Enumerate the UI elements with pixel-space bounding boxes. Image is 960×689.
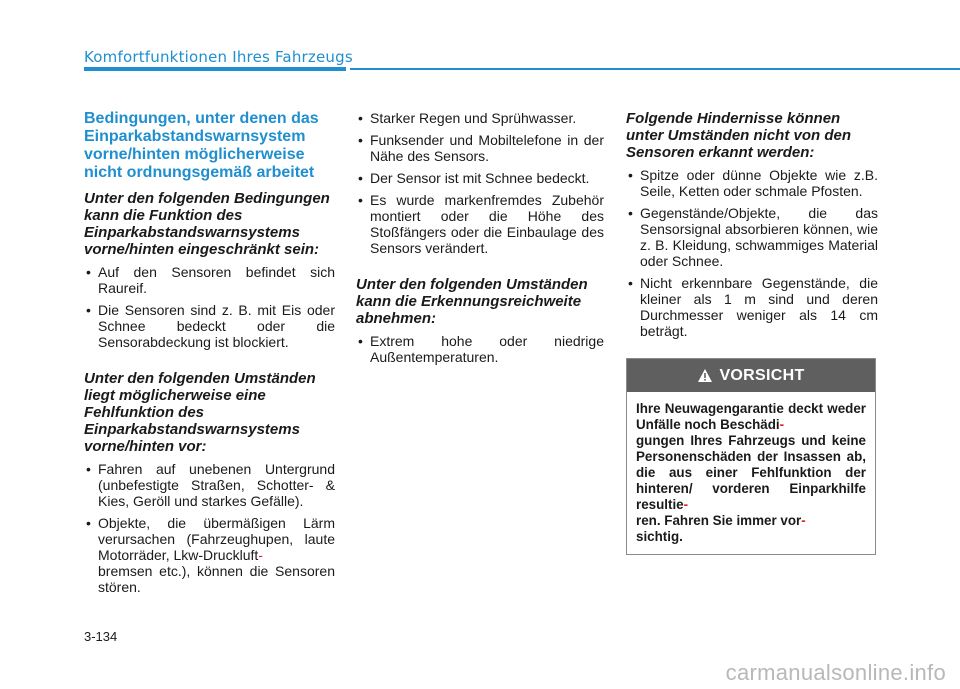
- list-item: • Funksender und Mobiltelefone in der Nähe des Sensors.: [356, 132, 604, 164]
- list-item: • Spitze oder dünne Objekte wie z.B. Seile, Ketten oder schmale Pfosten.: [626, 167, 878, 199]
- sub-heading-restricted: Unter den folgenden Bedingungen kann die Funktion des Einparkabstandswarnsystems vorne/hinten eingeschränkt sein:: [84, 190, 330, 258]
- caution-box: [626, 358, 876, 555]
- list-malfunction: [84, 461, 335, 595]
- sub-heading-malfunction: Unter den folgenden Umständen liegt möglicherweise eine Fehlfunktion des Einparkabstandswarnsystems vorne/hinten vor:: [84, 370, 316, 455]
- list-item: • Die Sensoren sind z. B. mit Eis oder Schnee bedeckt oder die Sensorabdeckung ist blockiert.: [84, 302, 335, 350]
- caution-title: VORSICHT: [719, 366, 805, 384]
- page-number: 3-134: [84, 629, 118, 644]
- watermark: carmanualsonline.info: [725, 660, 946, 685]
- list-item: • Der Sensor ist mit Schnee bedeckt.: [356, 170, 604, 186]
- header-bar-accent: [84, 67, 346, 71]
- column-left: [84, 110, 335, 601]
- sub-heading-range: Unter den folgenden Umständen kann die Erkennungsreichweite abnehmen:: [356, 276, 588, 327]
- caution-text-part: sichtig.: [636, 529, 683, 544]
- list-item: • Starker Regen und Sprühwasser.: [356, 110, 604, 126]
- header-bar-line: [350, 68, 960, 70]
- hyphen-mark: -: [779, 417, 785, 432]
- list-interference: [356, 110, 604, 256]
- list-item: • Nicht erkennbare Gegenstände, die kleiner als 1 m sind und deren Durchmesser weniger als 14 cm beträgt.: [626, 275, 878, 339]
- hyphen-mark: -: [801, 513, 806, 528]
- list-item-text: Objekte, die übermäßigen Lärm verursachen (Fahrzeughupen, laute Motorräder, Lkw-Druckluft: [98, 515, 335, 563]
- list-item: • Fahren auf unebenen Untergrund (unbefestigte Straßen, Schotter- & Kies, Geröll und starkes Gefälle).: [84, 461, 335, 509]
- hyphen-mark: -: [258, 547, 263, 563]
- caution-text-part: Ihre Neuwagengarantie deckt weder Unfälle noch Beschädi: [636, 401, 866, 432]
- page-header-title: Komfortfunktionen Ihres Fahrzeugs: [84, 48, 353, 66]
- warning-icon: [697, 368, 713, 383]
- caution-header: [627, 359, 875, 392]
- list-item: • Gegenstände/Objekte, die das Sensorsignal absorbieren können, wie z. B. Kleidung, schwammiges Material oder Schnee.: [626, 205, 878, 269]
- caution-text-part: gungen Ihres Fahrzeugs und keine Personenschäden der Insassen ab, die aus einer Fehlfunktion der hinteren/ vorderen Einparkhilfe resultie: [636, 433, 866, 512]
- sub-heading-obstacles: Folgende Hindernisse können unter Umständen nicht von den Sensoren erkannt werden:: [626, 110, 852, 161]
- caution-text: [627, 392, 875, 545]
- list-range: [356, 333, 604, 365]
- list-item: • Auf den Sensoren befindet sich Raureif.: [84, 264, 335, 296]
- column-middle: [356, 110, 604, 371]
- list-item-text: bremsen etc.), können die Sensoren stören.: [98, 563, 335, 595]
- list-obstacles: [626, 167, 878, 339]
- list-restricted: [84, 264, 335, 350]
- section-heading: Bedingungen, unter denen das Einparkabstandswarnsystem vorne/hinten möglicherweise nicht ordnungsgemäß arbeitet: [84, 110, 319, 181]
- column-right: [626, 110, 878, 345]
- caution-text-part: ren. Fahren Sie immer vor: [636, 513, 802, 528]
- hyphen-mark: -: [683, 497, 689, 512]
- list-item: • Es wurde markenfremdes Zubehör montiert oder die Höhe des Stoßfängers oder die Einbaulage des Sensors verändert.: [356, 192, 604, 256]
- list-item: • Extrem hohe oder niedrige Außentemperaturen.: [356, 333, 604, 365]
- list-item: [84, 515, 335, 595]
